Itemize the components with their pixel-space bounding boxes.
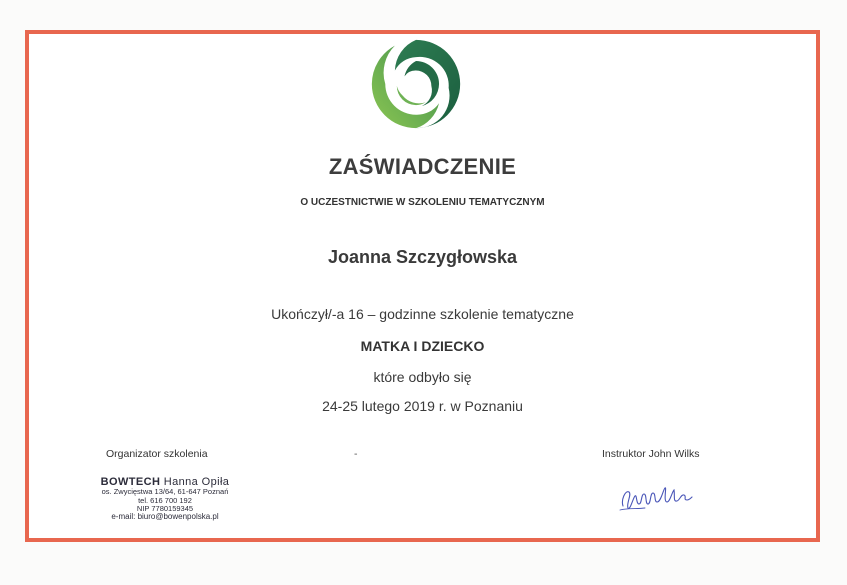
completion-text: Ukończył/-a 16 – godzinne szkolenie tematyczne bbox=[271, 306, 574, 322]
organizer-label: Organizator szkolenia bbox=[106, 448, 208, 460]
certificate-subtitle: O UCZESTNICTWIE W SZKOLENIU TEMATYCZNYM bbox=[300, 197, 545, 208]
swirl-logo-icon bbox=[368, 36, 464, 132]
participant-name: Joanna Szczygłowska bbox=[327, 247, 518, 267]
stamp-person: Hanna Opiła bbox=[163, 476, 230, 488]
stamp-nip: NIP 7780159345 bbox=[136, 504, 194, 514]
stamp-address: os. Zwycięstwa 13/64, 61-647 Poznań bbox=[101, 487, 229, 497]
certificate-title: ZAŚWIADCZENIE bbox=[328, 154, 517, 179]
date-place: 24-25 lutego 2019 r. w Poznaniu bbox=[322, 398, 523, 414]
instructor-label: Instruktor John Wilks bbox=[602, 448, 700, 460]
stamp-email: e-mail: biuro@bowenpolska.pl bbox=[111, 512, 219, 522]
course-name: MATKA I DZIECKO bbox=[360, 338, 485, 354]
held-text: które odbyło się bbox=[373, 369, 472, 385]
stamp-company: BOWTECH bbox=[100, 476, 161, 488]
signature-icon bbox=[617, 480, 695, 514]
organizer-stamp bbox=[95, 476, 235, 522]
stamp-phone: tel. 616 700 192 bbox=[138, 495, 192, 505]
separator-dash: - bbox=[354, 448, 358, 460]
